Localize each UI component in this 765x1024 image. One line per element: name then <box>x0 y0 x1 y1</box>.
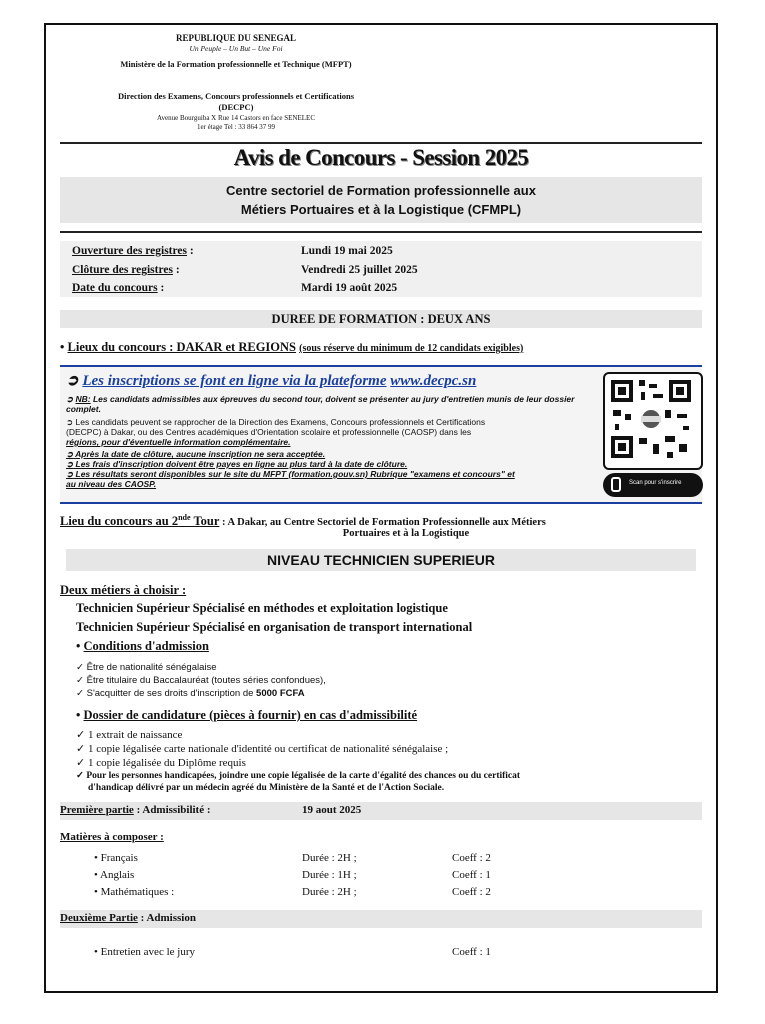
check-icon: ✓ <box>76 771 84 781</box>
subject-duration: Durée : 2H ; <box>302 852 357 864</box>
arrow-icon: ➲ <box>66 459 74 469</box>
ministry-name: Ministère de la Formation professionnelle et Technique (MFPT) <box>120 59 352 69</box>
check-icon: ✓ <box>76 675 84 686</box>
interview-item: • Entretien avec le jury <box>94 946 195 958</box>
second-round-location: Lieu du concours au 2nde Tour : A Dakar, au Centre Sectoriel de Formation Professionnelle aux Métiers <box>60 513 546 529</box>
divider <box>60 231 702 233</box>
arrow-icon: ➲ <box>66 449 74 459</box>
check-icon: ✓ <box>76 688 84 699</box>
scan-button[interactable] <box>603 473 703 497</box>
nb-note: ➲ NB: Les candidats admissibles aux épreuves du second tour, doivent se présenter au jury d'entretien munis de leur dossier complet. <box>66 394 575 414</box>
contact-note: ➲ Les candidats peuvent se rapprocher de la Direction des Examens, Concours professionnels et Certifications (DECPC) à Dakar, ou des Centres académiques d'Orientation scolaire et professionnelle (CAOSP) dans les régions, pour d'éventuelle information complémentaire. <box>66 417 486 447</box>
arrow-icon: ➲ <box>66 469 74 479</box>
notice-page <box>44 23 718 993</box>
conditions-heading: • Conditions d'admission <box>76 639 209 653</box>
arrow-icon: ➲ <box>66 417 74 427</box>
notice-title: Avis de Concours - Session 2025 <box>233 145 529 170</box>
address-line-1: Avenue Bourguiba X Rue 14 Castors en face SENELEC <box>157 114 315 122</box>
check-icon: ✓ <box>76 743 86 755</box>
direction-name: Direction des Examens, Concours professionnels et Certifications (DECPC) <box>117 91 355 112</box>
date-row-exam: Date du concours : <box>72 282 165 294</box>
dossier-item: ✓ 1 copie légalisée du Diplôme requis <box>76 757 246 769</box>
qr-code[interactable] <box>603 372 703 470</box>
phone-icon <box>611 477 621 492</box>
dossier-item: ✓ 1 extrait de naissance <box>76 729 183 741</box>
subject-duration: Durée : 2H ; <box>302 886 357 898</box>
part2-heading: Deuxième Partie : Admission <box>60 912 196 924</box>
subject-coef: Coeff : 2 <box>452 886 491 898</box>
part1-date: 19 aout 2025 <box>302 804 362 816</box>
dossier-heading: • Dossier de candidature (pièces à fournir) en cas d'admissibilité <box>76 708 418 722</box>
check-icon: ✓ <box>76 757 86 769</box>
online-registration-heading: ➲ Les inscriptions se font en ligne via la plateforme www.decpc.sn <box>66 373 477 389</box>
address-line-2: 1er étage Tel : 33 864 37 99 <box>196 123 276 131</box>
date-row-opening: Ouverture des registres : <box>72 245 194 257</box>
condition-item: ✓ Être titulaire du Baccalauréat (toutes séries confondues), <box>76 675 326 686</box>
dossier-item: ✓ 1 copie légalisée carte nationale d'identité ou certificat de nationalité sénégalaise ; <box>76 743 449 755</box>
level-banner: NIVEAU TECHNICIEN SUPERIEUR <box>66 549 696 571</box>
qr-code-icon <box>605 374 697 464</box>
registration-fee: 5000 FCFA <box>256 688 305 699</box>
center-name-box <box>60 177 702 223</box>
trades-heading: Deux métiers à choisir : <box>60 583 187 597</box>
training-duration: DUREE DE FORMATION : DEUX ANS <box>60 310 702 328</box>
subject-name: • Anglais <box>94 869 135 881</box>
check-icon: ✓ <box>76 729 86 741</box>
platform-link[interactable]: www.decpc.sn <box>390 373 477 389</box>
exam-locations: • Lieux du concours : DAKAR et REGIONS (sous réserve du minimum de 12 candidats exigibles) <box>60 340 524 354</box>
trade-item: Technicien Supérieur Spécialisé en organisation de transport international <box>76 620 473 634</box>
center-name-line-2: Métiers Portuaires et à la Logistique (CFMPL) <box>240 202 522 217</box>
subjects-heading: Matières à composer : <box>60 831 164 843</box>
part1-heading: Première partie : Admissibilité : <box>60 804 211 816</box>
opening-date: Lundi 19 mai 2025 <box>301 245 393 257</box>
bullet: • <box>76 708 81 722</box>
national-motto: Un Peuple – Un But – Une Foi <box>189 44 283 53</box>
condition-item: ✓ Être de nationalité sénégalaise <box>76 662 217 673</box>
exam-date: Mardi 19 août 2025 <box>301 282 398 294</box>
subject-name: • Mathématiques : <box>94 886 175 898</box>
handicap-note: ✓ Pour les personnes handicapées, joindre une copie légalisée de la carte d'égalité des chances ou du certificat d'handicap délivré par un médecin agréé du Ministère de la Santé et de l'Action Sociale. <box>76 771 521 793</box>
closing-rules: ➲ Après la date de clôture, aucune inscription ne sera acceptée. ➲ Les frais d'inscription doivent être payes en ligne au plus tard à la date de clôture. ➲ Les résultats seront disponibles sur le site du MFPT (formation.gouv.sn) Rubrique "examens et concours" et au niveau des CAOSP. <box>66 449 515 489</box>
republic-title: REPUBLIQUE DU SENEGAL <box>175 33 297 43</box>
trade-item: Technicien Supérieur Spécialisé en méthodes et exploitation logistique <box>76 601 448 615</box>
bullet: • <box>76 639 81 653</box>
subject-duration: Durée : 1H ; <box>302 869 357 881</box>
center-name-line-1: Centre sectoriel de Formation professionnelle aux <box>226 183 536 198</box>
closing-date: Vendredi 25 juillet 2025 <box>301 264 418 276</box>
subject-coef: Coeff : 1 <box>452 869 491 881</box>
subject-coef: Coeff : 2 <box>452 852 491 864</box>
arrow-icon: ➲ <box>66 373 79 389</box>
subject-name: • Français <box>94 852 138 864</box>
divider <box>60 142 702 144</box>
arrow-icon: ➲ <box>66 394 74 404</box>
interview-coef: Coeff : 1 <box>452 946 491 958</box>
condition-item: ✓ S'acquitter de ses droits d'inscription de 5000 FCFA <box>76 688 305 699</box>
check-icon: ✓ <box>76 662 84 673</box>
bullet: • <box>60 340 65 354</box>
date-row-closing: Clôture des registres : <box>72 264 180 276</box>
scan-label: Scan pour s'inscrire <box>629 480 682 486</box>
second-round-location-cont: Portuaires et à la Logistique <box>342 528 470 539</box>
